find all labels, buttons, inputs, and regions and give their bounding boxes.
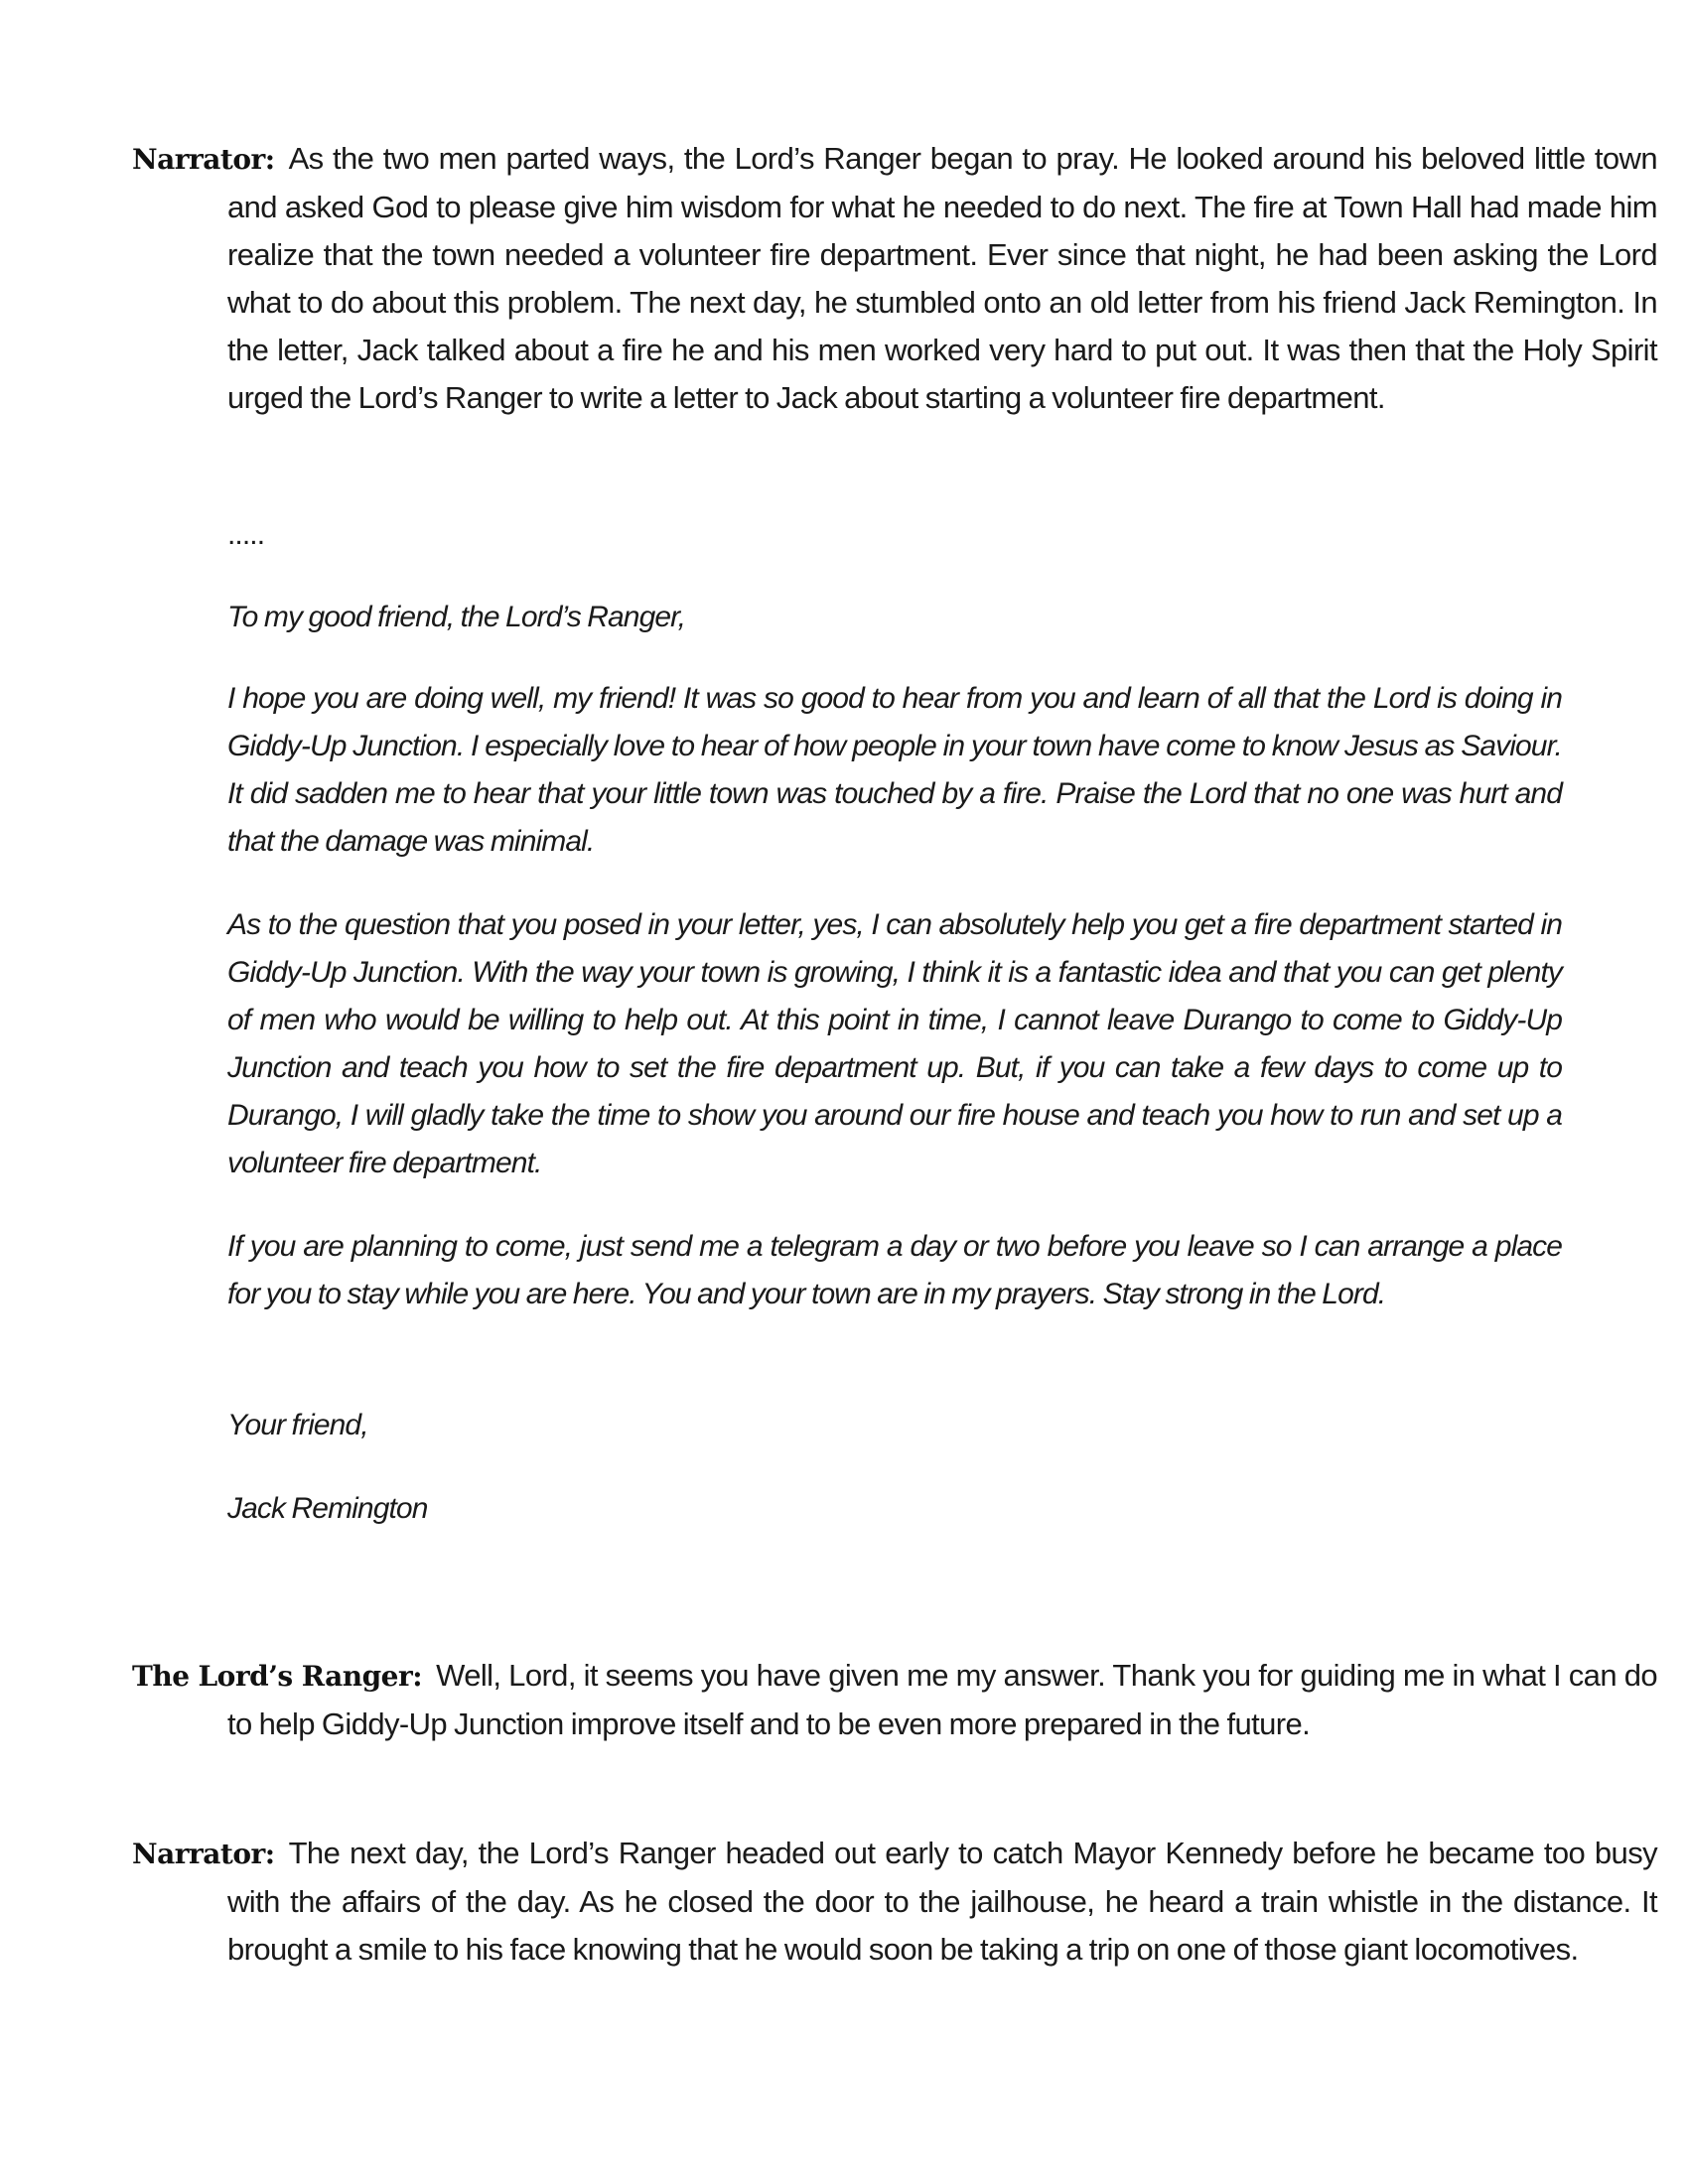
letter-salutation: To my good friend, the Lord’s Ranger,	[227, 601, 686, 633]
letter-paragraph-1: I hope you are doing well, my friend! It was so good to hear from you and learn of all that the Lord is doing in Giddy-Up Junction. I especially love to hear of how people in your town have come to know Jesus as Saviour. It did sadden me to hear that your little town was touched by a fire. Praise the Lord that no one was hurt and that the damage was minimal.	[227, 682, 1562, 858]
letter-paragraph-3: If you are planning to come, just send me a telegram a day or two before you leave so I can arrange a place for you to stay while you are here. You and your town are in my prayers. Stay strong in the Lord.	[227, 1230, 1562, 1310]
narration-text: As the two men parted ways, the Lord’s Ranger began to pray. He looked around his beloved little town and asked God to please give him wisdom for what he needed to do next. The fire at Town Hall had made him realize that the town needed a volunteer fire department. Ever since that night, he had been asking the Lord what to do about this problem. The next day, he stumbled onto an old letter from his friend Jack Remington. In the letter, Jack talked about a fire he and his men worked very hard to put out. It was then that the Holy Spirit urged the Lord’s Ranger to write a letter to Jack about starting a volunteer fire department.	[227, 141, 1657, 415]
scene-separator: .....	[227, 518, 265, 551]
narration-paragraph-2	[132, 1830, 1657, 1974]
narration-text: The next day, the Lord’s Ranger headed out early to catch Mayor Kennedy before he became too busy with the affairs of the day. As he closed the door to the jailhouse, he heard a train whistle in the distance. It brought a smile to his face knowing that he would soon be taking a trip on one of those giant locomotives.	[227, 1836, 1657, 1967]
letter-paragraph-2: As to the question that you posed in your letter, yes, I can absolutely help you get a fire department started in Giddy-Up Junction. With the way your town is growing, I think it is a fantastic idea and that you can get plenty of men who would be willing to help out. At this point in time, I cannot leave Durango to come to Giddy-Up Junction and teach you how to set the fire department up. But, if you can take a few days to come up to Durango, I will gladly take the time to show you around our fire house and teach you how to run and set up a volunteer fire department.	[227, 908, 1562, 1179]
speaker-label-narrator: Narrator:	[132, 1838, 275, 1870]
speaker-label-narrator: Narrator:	[132, 143, 275, 176]
ranger-dialogue	[132, 1652, 1657, 1748]
letter-signature: Jack Remington	[227, 1492, 428, 1525]
ranger-dialogue-text: Well, Lord, it seems you have given me my answer. Thank you for guiding me in what I can do to help Giddy-Up Junction improve itself and to be even more prepared in the future.	[227, 1658, 1657, 1741]
narration-paragraph-1	[132, 135, 1657, 422]
letter-closing: Your friend,	[227, 1409, 368, 1441]
speaker-label-lords-ranger: The Lord’s Ranger:	[132, 1660, 423, 1693]
